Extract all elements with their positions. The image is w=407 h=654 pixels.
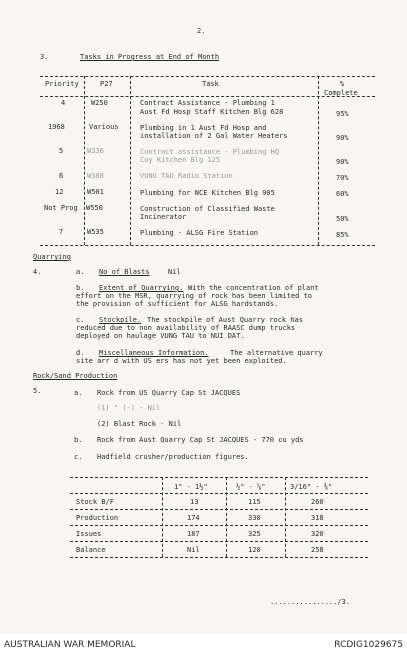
prod-row-label: Balance — [76, 546, 106, 554]
table-row-task: Plumbing - ALSG Fire Station — [140, 229, 259, 237]
section-3-heading: Tasks in Progress at End of Month — [80, 53, 220, 61]
table-row-task: Coy Kitchen Blg 125 — [140, 156, 221, 164]
item-5a-text: Rock from US Quarry Cap St JACQUES — [97, 389, 241, 397]
header-complete-symbol: % — [340, 80, 345, 88]
prod-row-label: Issues — [76, 530, 102, 538]
table-row-complete: 60% — [336, 190, 349, 198]
item-4b-text: the provision of sufficient for ALSG hardstands. — [76, 300, 279, 308]
item-4d-text: The alternative quarry — [230, 349, 323, 357]
prod-cell: 260 — [311, 498, 324, 506]
prod-cell: 320 — [311, 530, 324, 538]
item-4a-value: Nil — [168, 268, 181, 276]
prod-header-size: 1" - 1½" — [174, 483, 208, 491]
item-4d-title: Miscellaneous Information. — [99, 349, 209, 357]
table-row-priority: 12 — [55, 188, 64, 196]
prod-row-label: Production — [76, 514, 119, 522]
item-5b-text: Rock from Aust Quarry Cap St JACQUES - 770 cu yds — [97, 436, 304, 444]
item-5c-text: Hadfield crusher/production figures. — [97, 453, 249, 461]
page-number: 2. — [197, 27, 206, 35]
table-row-priority: 6 — [59, 172, 64, 180]
quarrying-heading: Quarrying — [33, 253, 71, 261]
prod-cell: 325 — [248, 530, 261, 538]
item-4c-title: Stockpile. — [99, 316, 142, 324]
item-4c-text: The stockpile of Aust Quarry rock has — [147, 316, 303, 324]
archive-id: RCDIG1029675 — [334, 640, 403, 650]
archive-name: AUSTRALIAN WAR MEMORIAL — [4, 640, 136, 650]
item-4a-label: a. — [76, 268, 85, 276]
item-5a-1: (1) " (-) - Nil — [97, 404, 161, 412]
prod-row-label: Stock B/F — [76, 498, 114, 506]
table-row-task: Aust Fd Hosp Staff Kitchen Blg 628 — [140, 108, 284, 116]
header-priority: Priority — [45, 80, 79, 88]
item-5c-label: c. — [74, 453, 83, 461]
table-row-p27: W250 — [91, 99, 108, 107]
archive-footer — [0, 634, 407, 654]
table-row-task: Construction of Classified Waste — [140, 205, 275, 213]
item-4b-title: Extent of Quarrying. — [99, 284, 184, 292]
table-row-complete: 90% — [336, 158, 349, 166]
item-4b-text: With the concentration of plant — [188, 284, 319, 292]
prod-cell: 258 — [311, 546, 324, 554]
table-row-p27: W550 — [86, 204, 103, 212]
section-4-number: 4. — [33, 268, 42, 276]
table-row-complete: 70% — [336, 174, 349, 182]
section-3-number: 3. — [40, 53, 49, 61]
prod-header-size: ½" - ⅝" — [236, 483, 266, 491]
section-5-number: 5. — [33, 387, 42, 395]
item-4c-label: c. — [76, 316, 85, 324]
prod-cell: 318 — [311, 514, 324, 522]
item-4c-text: reduced due to non availability of RAASC dump trucks — [76, 324, 296, 332]
table-row-p27: Various — [89, 123, 119, 131]
prod-header-size: 3/16" - ⅜" — [290, 483, 333, 491]
table-row-p27: W388 — [87, 172, 104, 180]
item-4b-text: effort on the MSR, quarrying of rock has been limited to — [76, 292, 313, 300]
item-5a-label: a. — [74, 389, 83, 397]
table-row-p27: W535 — [87, 228, 104, 236]
prod-cell: 120 — [248, 546, 261, 554]
item-4d-text: site arr d with US ers has not yet been exploited. — [76, 357, 287, 365]
table-row-priority: 7 — [59, 228, 64, 236]
item-4c-text: deployed on haulage VUNG TAU to NUI DAT. — [76, 332, 245, 340]
table-row-complete: 95% — [336, 110, 349, 118]
item-4b-label: b. — [76, 284, 85, 292]
table-row-priority: Not Prog — [44, 204, 78, 212]
table-row-p27: W501 — [87, 188, 104, 196]
item-4a-title: No of Blasts — [99, 268, 150, 276]
header-task: Task — [202, 80, 219, 88]
table-row-task: Plumbing for NCE Kitchen Blg 905 — [140, 189, 275, 197]
prod-cell: 13 — [190, 498, 199, 506]
table-row-priority: 5 — [59, 147, 64, 155]
table-row-task: Plumbing in 1 Aust Fd Hosp and — [140, 124, 267, 132]
continuation-marker: ................/3. — [270, 598, 351, 606]
table-row-priority: 4 — [61, 99, 66, 107]
table-row-task: installation of 2 Gal Water Heaters — [140, 132, 288, 140]
table-row-complete: 50% — [336, 215, 349, 223]
table-row-priority: 1968 — [48, 123, 65, 131]
table-row-task: Incinerator — [140, 213, 187, 221]
item-5b-label: b. — [74, 436, 83, 444]
rock-sand-heading: Rock/Sand Production — [33, 372, 118, 380]
item-5a-2: (2) Blast Rock - Nil — [97, 420, 182, 428]
item-4d-label: d. — [76, 349, 85, 357]
prod-cell: 174 — [187, 514, 200, 522]
table-row-task: Contract assistance - Plumbing HQ — [140, 148, 280, 156]
table-row-task: VUNG TAU Radio Station — [140, 172, 233, 180]
prod-cell: 187 — [187, 530, 200, 538]
table-row-task: Contract Assistance - Plumbing 1 — [140, 99, 275, 107]
prod-cell: 330 — [248, 514, 261, 522]
table-row-complete: 90% — [336, 134, 349, 142]
prod-cell: 115 — [248, 498, 261, 506]
prod-cell: Nil — [187, 546, 200, 554]
table-row-complete: 85% — [336, 231, 349, 239]
header-p27: P27 — [100, 80, 113, 88]
header-complete: Complete — [324, 89, 358, 97]
table-row-p27: W336 — [87, 147, 104, 155]
